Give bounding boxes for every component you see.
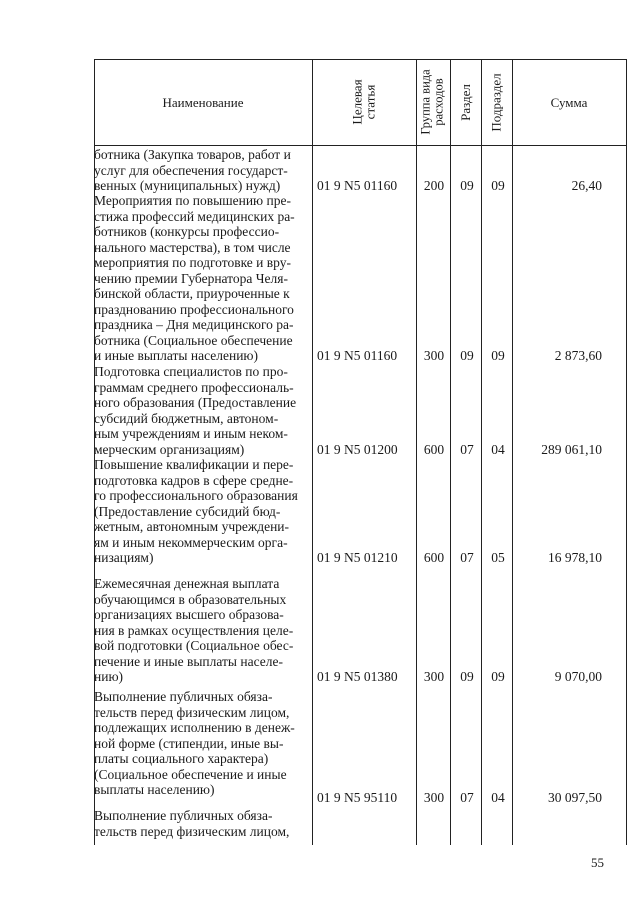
row-group: 300: [423, 669, 445, 684]
row-name: Повышение квалификации и пере- подготовка кадров в сфере средне- го профессионального образования (Предоставление субсидий бюд- жетным, автономным учреждени- ям и иным некоммерческим орга- низациям): [94, 457, 298, 565]
row-sum: 30 097,50: [548, 790, 602, 805]
row-code: 01 9 N5 95110: [317, 790, 398, 805]
header-section: Раздел: [458, 83, 473, 121]
row-group: 200: [423, 178, 445, 193]
row-code: 01 9 N5 01200: [317, 442, 398, 457]
row-group: 300: [423, 790, 445, 805]
row-subsection: 09: [491, 669, 505, 684]
col-border: [626, 59, 627, 845]
row-subsection: 09: [491, 178, 505, 193]
row-group: 600: [423, 442, 445, 457]
row-section: 07: [460, 550, 474, 565]
row-code: 01 9 N5 01380: [317, 669, 398, 684]
row-name: Подготовка специалистов по про- граммам среднего профессиональ- ного образования (Предоставление субсидий бюджетным, автоном- ным учреждениям и иным неком- мерческим организациям): [94, 364, 297, 457]
row-name: Мероприятия по повышению пре- стижа профессий медицинских ра- ботников (конкурсы профессио- нального мастерства), в том числе мероприятия по подготовке и вру- чению премии Губернатора Челя- бинской области, приуроченные к празднованию профессионального праздника – Дня медицинского ра- ботника (Социальное обеспечение и иные выплаты населению): [94, 193, 295, 363]
row-subsection: 05: [491, 550, 505, 565]
row-sum: 2 873,60: [554, 348, 602, 363]
row-code: 01 9 N5 01160: [317, 178, 398, 193]
col-border: [416, 59, 417, 845]
header-expense-group: Группа вида расходов: [419, 69, 447, 135]
row-sum: 289 061,10: [541, 442, 602, 457]
col-border: [312, 59, 313, 845]
row-subsection: 04: [491, 790, 505, 805]
header-bottom-border: [94, 145, 627, 146]
row-section: 09: [460, 669, 474, 684]
header-target-article: Целевая статья: [349, 79, 378, 125]
row-subsection: 04: [491, 442, 505, 457]
row-sum: 9 070,00: [554, 669, 602, 684]
header-subsection: Подраздел: [489, 72, 505, 132]
row-section: 09: [460, 178, 474, 193]
row-name: Ежемесячная денежная выплата обучающимся в образовательных организациях высшего образова- ния в рамках осуществления целе- вой подготовки (Социальное обес- печение и иные выплаты населе- нию): [94, 576, 294, 684]
row-section: 07: [460, 442, 474, 457]
row-section: 07: [460, 790, 474, 805]
row-name: Выполнение публичных обяза- тельств перед физическим лицом,: [94, 808, 290, 839]
header-name: Наименование: [162, 94, 244, 110]
row-code: 01 9 N5 01210: [317, 550, 398, 565]
row-code: 01 9 N5 01160: [317, 348, 398, 363]
row-group: 300: [423, 348, 445, 363]
col-border: [450, 59, 451, 845]
row-name: ботника (Закупка товаров, работ и услуг для обеспечения государст- венных (муниципальных) нужд): [94, 147, 291, 193]
budget-table: [94, 59, 627, 845]
row-sum: 16 978,10: [548, 550, 602, 565]
row-group: 600: [423, 550, 445, 565]
row-name: Выполнение публичных обяза- тельств перед физическим лицом, подлежащих исполнению в денеж- ной форме (стипендии, иные вы- платы социального характера) (Социальное обеспечение и иные выплаты населению): [94, 689, 295, 797]
header-sum: Сумма: [550, 94, 588, 110]
row-sum: 26,40: [571, 178, 602, 193]
page-number: 55: [591, 855, 604, 870]
row-subsection: 09: [491, 348, 505, 363]
row-section: 09: [460, 348, 474, 363]
